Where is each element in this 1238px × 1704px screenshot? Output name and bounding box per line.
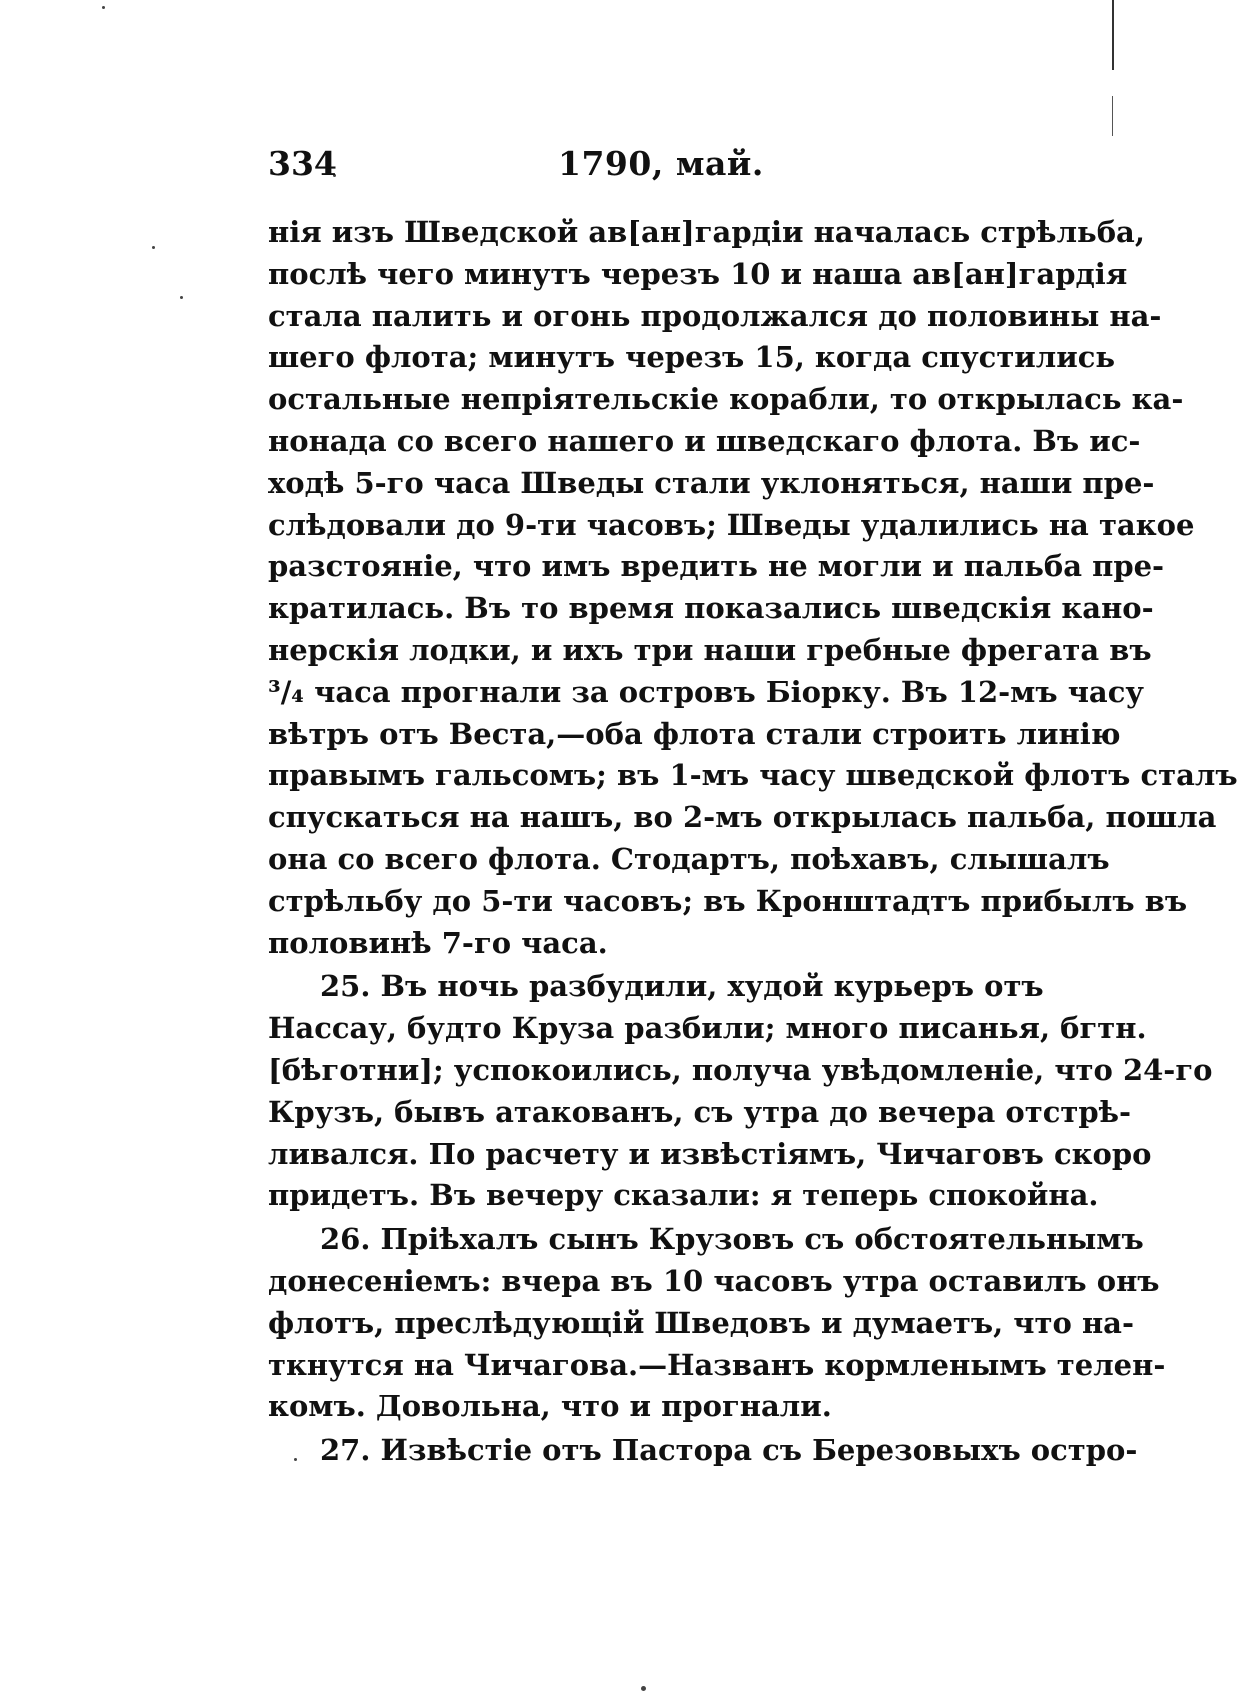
text-line: ткнутся на Чичагова.—Названъ кормленымъ телен- — [268, 1347, 1166, 1382]
text-line: флотъ, преслѣдующій Шведовъ и думаетъ, что на- — [268, 1305, 1134, 1340]
text-line: ходѣ 5-го часа Шведы стали уклоняться, наши пре- — [268, 465, 1155, 500]
text-line: шего флота; минутъ черезъ 15, когда спустились — [268, 340, 1116, 375]
text-line: вѣтръ отъ Веста,—оба флота стали строить линію — [268, 716, 1121, 751]
text-line: остальные непріятельскіе корабли, то открылась ка- — [268, 382, 1184, 417]
scan-speck — [641, 1686, 646, 1691]
text-line: разстояніе, что имъ вредить не могли и пальба пре- — [268, 549, 1165, 584]
text-line: половинѣ 7-го часа. — [268, 925, 608, 960]
text-line: придетъ. Въ вечеру сказали: я теперь спокойна. — [268, 1178, 1099, 1213]
text-line: стала палить и огонь продолжался до половины на- — [268, 298, 1162, 333]
text-line: слѣдовали до 9-ти часовъ; Шведы удалились на такое — [268, 507, 1195, 542]
paragraph-27-first-line: 27. Извѣстіе отъ Пастора съ Березовыхъ остро- — [320, 1433, 1138, 1468]
text-line: правымъ гальсомъ; въ 1-мъ часу шведской флотъ сталъ — [268, 758, 1238, 793]
text-line: комъ. Довольна, что и прогнали. — [268, 1389, 832, 1424]
page-header — [268, 144, 998, 188]
text-line: ливался. По расчету и извѣстіямъ, Чичаговъ скоро — [268, 1136, 1152, 1171]
page-edge-line — [1112, 96, 1113, 136]
text-line: донесеніемъ: вчера въ 10 часовъ утра оставилъ онъ — [268, 1263, 1160, 1298]
text-line: нерскія лодки, и ихъ три наши гребные фрегата въ — [268, 632, 1152, 667]
body-text — [268, 212, 1238, 1472]
text-line: Крузъ, бывъ атакованъ, съ утра до вечера отстрѣ- — [268, 1094, 1132, 1129]
text-line: кратилась. Въ то время показались шведскія кано- — [268, 591, 1154, 626]
paragraph-26-first-line: 26. Пріѣхалъ сынъ Крузовъ съ обстоятельнымъ — [320, 1222, 1144, 1257]
text-line: она со всего флота. Стодартъ, поѣхавъ, слышалъ — [268, 841, 1110, 876]
text-line: спускаться на нашъ, во 2-мъ открылась пальба, пошла — [268, 800, 1217, 835]
page-edge-line — [1112, 0, 1114, 70]
scan-speck — [180, 296, 183, 299]
text-line: нія изъ Шведской ав[ан]гардіи началась стрѣльба, — [268, 215, 1145, 249]
running-head: 1790, май. — [558, 144, 764, 183]
text-line: нонада со всего нашего и шведскаго флота. Въ ис- — [268, 423, 1141, 458]
paragraph-25-first-line: 25. Въ ночь разбудили, худой курьеръ отъ — [320, 969, 1044, 1004]
text-line: Нассау, будто Круза разбили; много писанья, бгтн. — [268, 1011, 1147, 1046]
scan-speck — [152, 246, 155, 249]
text-line: ³/₄ часа прогнали за островъ Біорку. Въ 12-мъ часу — [268, 674, 1144, 709]
scan-speck — [102, 6, 105, 9]
page-number: 334 — [268, 144, 337, 183]
text-line: [бѣготни]; успокоились, получа увѣдомленіе, что 24-го — [268, 1052, 1213, 1087]
text-line: стрѣльбу до 5-ти часовъ; въ Кронштадтъ прибылъ въ — [268, 883, 1188, 918]
text-line: послѣ чего минутъ черезъ 10 и наша ав[ан]гардія — [268, 256, 1128, 291]
